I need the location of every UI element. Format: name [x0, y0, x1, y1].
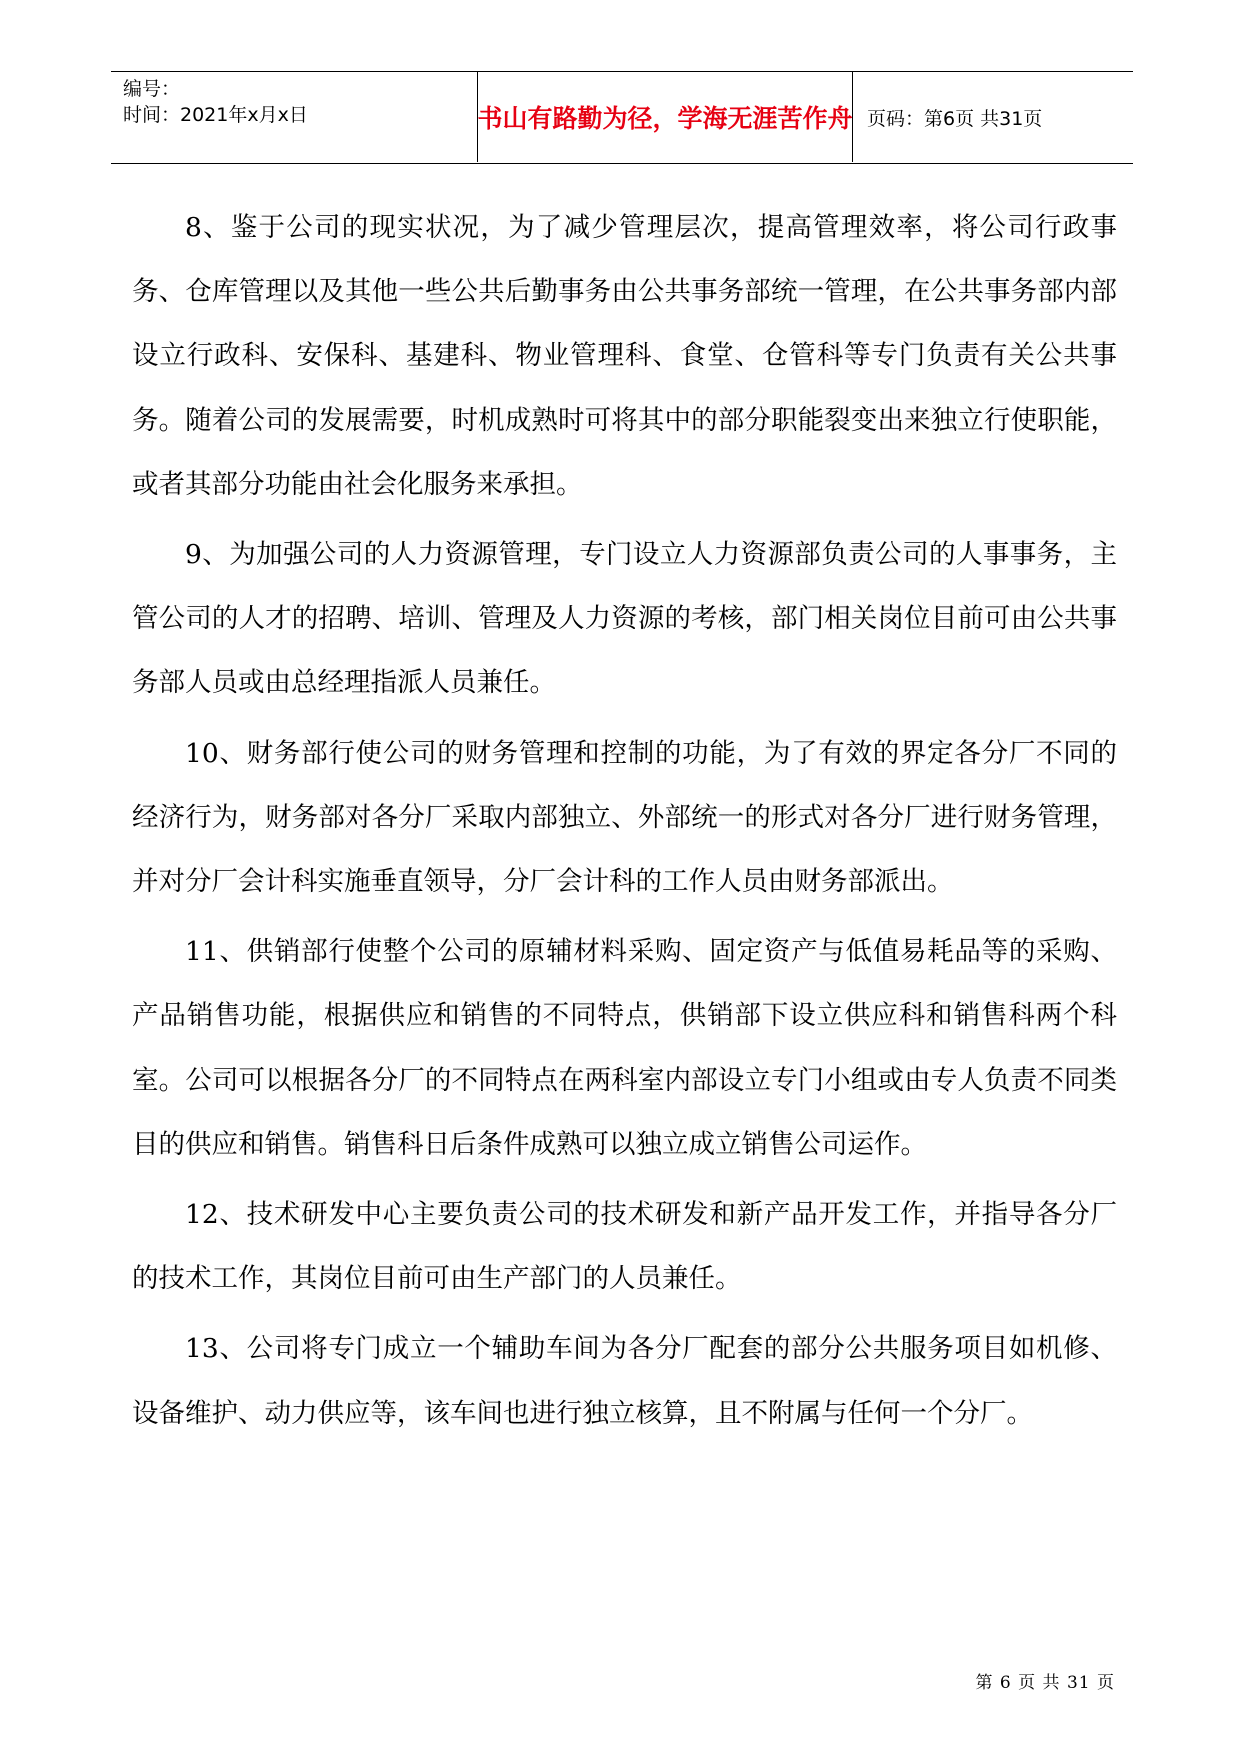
page-header	[111, 71, 1133, 164]
paragraph-9: 9、为加强公司的人力资源管理，专门设立人力资源部负责公司的人事事务，主管公司的人才的招聘、培训、管理及人力资源的考核，部门相关岗位目前可由公共事务部人员或由总经理指派人员兼任。	[132, 539, 1117, 699]
header-page-number: 页码：第6页 共31页	[867, 107, 1043, 130]
paragraph-13: 13、公司将专门成立一个辅助车间为各分厂配套的部分公共服务项目如机修、设备维护、动力供应等，该车间也进行独立核算，且不附属与任何一个分厂。	[132, 1333, 1117, 1429]
paragraph-10: 10、财务部行使公司的财务管理和控制的功能，为了有效的界定各分厂不同的经济行为，财务部对各分厂采取内部独立、外部统一的形式对各分厂进行财务管理，并对分厂会计科实施垂直领导，分厂会计科的工作人员由财务部派出。	[132, 737, 1117, 898]
header-motto: 书山有路勤为径，学海无涯苦作舟	[477, 104, 853, 133]
document-number-label: 编号：	[123, 78, 181, 100]
paragraph-8: 8、鉴于公司的现实状况，为了减少管理层次，提高管理效率，将公司行政事务、仓库管理以及其他一些公共后勤事务由公共事务部统一管理，在公共事务部内部设立行政科、安保科、基建科、物业管理科、食堂、仓管科等专门负责有关公共事务。随着公司的发展需要，时机成熟时可将其中的部分职能裂变出来独立行使职能，或者其部分功能由社会化服务来承担。	[132, 212, 1117, 500]
paragraph-12: 12、技术研发中心主要负责公司的技术研发和新产品开发工作，并指导各分厂的技术工作，其岗位目前可由生产部门的人员兼任。	[132, 1199, 1117, 1295]
paragraph-11: 11、供销部行使整个公司的原辅材料采购、固定资产与低值易耗品等的采购、产品销售功能，根据供应和销售的不同特点，供销部下设立供应科和销售科两个科室。公司可以根据各分厂的不同特点在两科室内部设立专门小组或由专人负责不同类目的供应和销售。销售科日后条件成熟可以独立成立销售公司运作。	[132, 936, 1117, 1160]
document-body	[132, 196, 1117, 1452]
page-footer: 第 6 页 共 31 页	[975, 1673, 1115, 1693]
header-divider	[852, 72, 853, 162]
document-time-label: 时间：2021年x月x日	[123, 104, 308, 126]
header-meta	[123, 72, 483, 165]
